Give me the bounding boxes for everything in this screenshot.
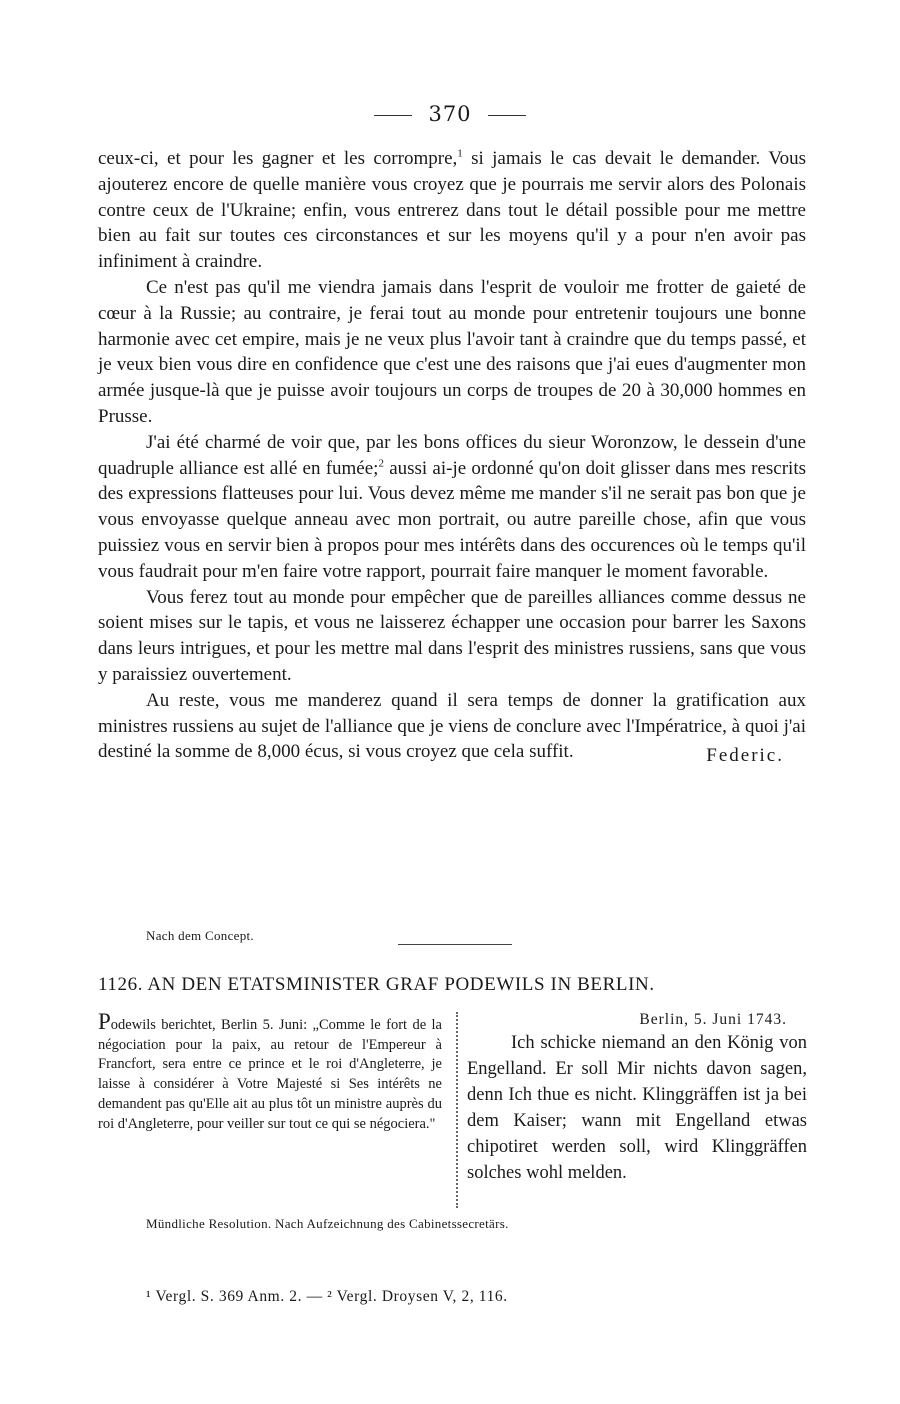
paragraph-2: Ce n'est pas qu'il me viendra jamais dans l'esprit de vouloir me frotter de gaieté de cœur à la Russie; au contraire, je ferai tout au monde pour entretenir toujours une bonne harmonie avec cet empire, mais je ne veux plus l'avoir tant à craindre que du temps passé, et je veux bien vous dire en confidence que c'est une des raisons que j'ai eues d'augmenter mon armée jusque-là que je puisse avoir toujours un corps de troupes de 20 à 30,000 hommes en Prusse. bbox=[98, 276, 806, 427]
paragraph-5-text: Au reste, vous me manderez quand il sera temps de donner la gratification aux ministres russiens au sujet de l'alliance que je viens de conclure avec l'Impératrice, à quoi j'ai destiné la somme de 8,000 écus, si vous croyez que cela suffit. bbox=[98, 689, 806, 763]
report-summary-text: odewils berichtet, Berlin 5. Juni: „Comme le fort de la négociation pour la paix, au retour de l'Empereur à Francfort, sera entre ce prince et le roi d'Angleterre, je laisse à considérer à Votre Majesté si Ses intérêts ne demandent pas qu'Elle ait au plus tôt un ministre auprès du roi d'Angleterre, pour veiller sur tout ce qui se négociera." bbox=[98, 1017, 442, 1132]
letter-body bbox=[98, 146, 806, 765]
paragraph-1 bbox=[98, 146, 806, 275]
dropcap: P bbox=[98, 1009, 111, 1034]
section-divider bbox=[398, 944, 512, 945]
footnote-ref-2: 2 bbox=[378, 457, 384, 470]
footnotes: ¹ Vergl. S. 369 Anm. 2. — ² Vergl. Droysen V, 2, 116. bbox=[146, 1288, 508, 1305]
paragraph-1-text-b: si jamais le cas devait le demander. Vous ajouterez encore de quelle manière vous croyez que je pourrais me servir alors des Polonais contre ceux de l'Ukraine; enfin, vous entrerez dans tout le détail possible pour me mettre bien au fait sur toutes ces circonstances et sur les moyens qu'il y a pour n'en avoir pas infiniment à craindre. bbox=[98, 148, 806, 273]
paragraph-5 bbox=[98, 688, 806, 765]
paragraph-3 bbox=[98, 430, 806, 585]
resolution-note: Mündliche Resolution. Nach Aufzeichnung des Cabinetssecretärs. bbox=[146, 1216, 509, 1231]
section-heading: 1126. AN DEN ETATSMINISTER GRAF PODEWILS IN BERLIN. bbox=[98, 974, 655, 995]
paragraph-4: Vous ferez tout au monde pour empêcher que de pareilles alliances comme dessus ne soient mises sur le tapis, et vous ne laisserez échapper une occasion pour barrer les Saxons dans leurs intrigues, et pour les mettre mal dans l'esprit des ministres russiens, sans que vous y paraissiez ouvertement. bbox=[98, 586, 806, 685]
footnote-ref-1: 1 bbox=[457, 147, 463, 160]
header-dash-right bbox=[488, 115, 526, 116]
resolution-text: Ich schicke niemand an den König von Engelland. Er soll Mir nichts davon sagen, denn Ich thue es nicht. Klinggräffen ist ja bei dem Kaiser; wann mit Engelland etwas chipotiret werden soll, wird Klinggräffen solches wohl melden. bbox=[467, 1033, 807, 1183]
page-number-header bbox=[0, 102, 900, 126]
paragraph-1-text-a: ceux-ci, et pour les gagner et les corrompre, bbox=[98, 148, 458, 169]
report-summary-column bbox=[98, 1009, 442, 1134]
dateline: Berlin, 5. Juni 1743. bbox=[639, 1011, 787, 1028]
paragraph-3-text-b: aussi ai-je ordonné qu'on doit glisser dans mes rescrits des expressions flatteuses pour lui. Vous devez même me mander s'il ne serait pas bon que je vous envoyasse quelque anneau avec mon portrait, ou autre pareille chose, afin que vous puissiez vous en servir bien à propos pour mes intérêts dans des occurences où le temps qu'il vous faudrait pour m'en faire votre rapport, pourrait faire manquer le moment favorable. bbox=[98, 457, 806, 582]
paragraph-3-text-a: J'ai été charmé de voir que, par les bons offices du sieur Woronzow, le dessein d'une quadruple alliance est allé en fumée; bbox=[98, 431, 806, 479]
column-divider bbox=[456, 1012, 458, 1208]
resolution-column bbox=[467, 1010, 807, 1186]
page-number: 370 bbox=[428, 102, 472, 126]
header-dash-left bbox=[374, 115, 412, 116]
signature: Federic. bbox=[706, 745, 784, 767]
source-note: Nach dem Concept. bbox=[146, 928, 254, 943]
